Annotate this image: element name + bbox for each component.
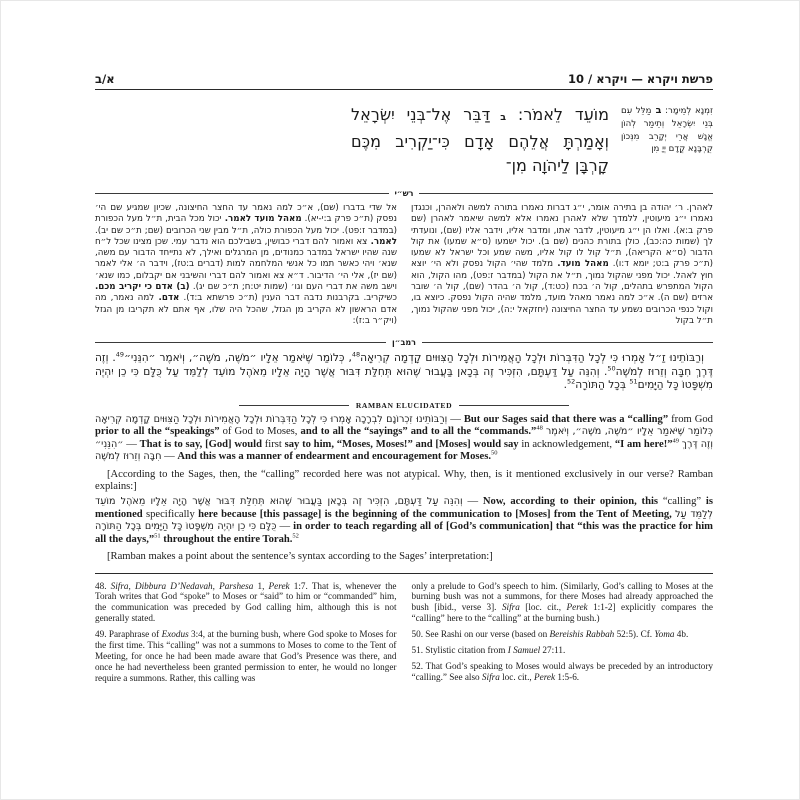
targum-onkelos-text: זִמְנָא לְמֵימָר: ב מַלֵּל עִם בְּנֵי יִשְׂרָאֵל וְתֵימַר לְהוֹן אֱנָשׁ אֲרֵי יְקָרֵב מִנְּכוֹן קֻרְבָּנָא קֳדָם יְיָ מִן xyxy=(621,105,713,155)
rashi-commentary xyxy=(95,203,713,327)
divider-rule xyxy=(459,405,569,406)
page-content xyxy=(95,72,713,689)
chapter-verse-reference: א/ב xyxy=(95,72,115,86)
ramban-divider xyxy=(95,338,713,347)
rashi-divider xyxy=(95,189,713,198)
rashi-label: רש״י xyxy=(394,189,414,198)
torah-verse-text: מוֹעֵד לֵאמֹר: ב דַּבֵּר אֶל־בְּנֵי יִשְׂרָאֵל וְאָמַרְתָּ אֲלֵהֶם אָדָם כִּי־יַקְרִיב מִכֶּם קָרְבָּן לַיהֹוָה מִן־ xyxy=(351,105,609,175)
divider-rule xyxy=(95,342,386,343)
divider-rule xyxy=(422,342,713,343)
footnotes-rule xyxy=(95,573,713,574)
elucidation-bracket-note-1: [According to the Sages, then, the “calling” recorded here was not atypical. Why, then, is it mentioned exclusively in our verse? Ramban explains:] xyxy=(95,468,713,493)
torah-text-section xyxy=(95,103,713,178)
rashi-column-right: לאהרן. ר׳ יהודה בן בתירה אומר, י״ג דברות נאמרו בתורה למשה ולאהרן, וכנגדן נאמרו י״ג מיעוטין, ללמדך שלא לאהרן נאמרו אלא למשה שיאמר לאהרן (שם פרק ב:א). ואלו הן י״ג מיעוטין, לדבר אתו, ומדבר אליו, וידבר אליו (שם), ונועדתי לך (שמות כה:כב), כולן בתורת כהנים (שם ב). יכול ישמעו (ס״א שמעו) את קול הדבור (ס״א הקריאה), ת״ל קול לו קול אליו, משה שמע וכל ישראל לא שמעו (ת״כ פרק ב:ט; יומא ד:ו). מאהל מועד. מלמד שהי׳ הקול נפסק ולא הי׳ יוצא חוץ לאהל. יכול מפני שהקול נמוך, ת״ל את הקול (במדבר ז:פט), מהו הקול, הוא הקול המתפרש בתהלים, קול ה׳ בכח (כט:ד), קול ה׳ בהדר (שם), קול ה׳ שובר ארזים (שם ה). א״כ למה נאמר מאהל מועד, מלמד שהיה הקול נפסק. כיוצא בו, וקול כנפי הכרובים נשמע עד החצר החיצונה (יחזקאל י:ה), יכול מפני שהקול נמוך, ת״ל בקול xyxy=(411,203,713,326)
divider-rule xyxy=(95,193,389,194)
footnotes-right-column xyxy=(412,581,714,689)
footnote-51: 51. Stylistic citation from I Samuel 27:11. xyxy=(411,645,566,656)
ramban-label: רמב״ן xyxy=(392,338,416,348)
divider-rule xyxy=(239,405,349,406)
elucidation-divider xyxy=(239,401,569,410)
rashi-column-left: אל שדי בדברו (שם), א״כ למה נאמר עד החצר החיצונה, שכיון שמגיע שם הי׳ נפסק (ת״כ פרק ב:י-יא). מאהל מועד לאמר. יכול מכל הבית, ת״ל מעל הכפורת (במדבר ז:פט). יכול מעל הכפורת כולה, ת״ל מבין שני הכרובים (שם; ת״כ שם יב). לאמר. צא ואמור להם דברי כבושין, בשבילכם הוא נדבר עמי. שכן מצינו שכל ל״ח שנה שהיו ישראל במדבר כמנודים, מן המרגלים ואילך, לא נתייחד הדבור עם משה, שנא׳ ויהי כאשר תמו כל אנשי המלחמה למות (דברים ב:טז), וידבר ה׳ אלי לאמר (שם יז), אלי הי׳ הדיבור. ד״א צא ואמור להם דברי והשיבני אם יקבלום, כמו שנא׳ וישב משה את דברי העם וגו׳ (שמות יט:ח; ת״כ שם יג). (ב) אדם כי יקריב מכם. כשיקריב. בקרבנות נדבה דבר הענין (ת״כ פרשתא ב:ד). אדם. למה נאמר, מה אדם הראשון לא הקריב מן הגזל, שהכל היה שלו, אף אתם לא תקריבו מן הגזל (ויק״ר ב:ז): xyxy=(95,203,397,326)
elucidation-bracket-note-2: [Ramban makes a point about the sentence’s syntax according to the Sages’ interpretation:] xyxy=(107,551,493,563)
header-rule xyxy=(95,89,713,90)
footnote-48: 48. Sifra, Dibbura D’Nedavah, Parshesa 1, Perek 1:7. That is, whenever the Torah writes that God “spoke” to Moses or “said” to him or “commanded” him, the communication was preceded by God calling him, although this is not generally stated. xyxy=(95,580,397,624)
footnotes-section xyxy=(95,581,713,689)
footnote-49: 49. Paraphrase of Exodus 3:4, at the burning bush, where God spoke to Moses for the first time. This “calling” was not a summons to Moses to come to the Tent of Meeting, for once he had been made aware that God’s Presence was there, and once he had nevertheless been granted permission to enter, he would no longer require a summons. Rather, this calling was xyxy=(95,629,397,683)
page-header xyxy=(95,72,713,86)
elucidation-label: RAMBAN ELUCIDATED xyxy=(355,401,453,411)
divider-rule xyxy=(419,193,713,194)
footnote-52: 52. That God’s speaking to Moses would always be preceded by an introductory “calling.” See also Sifra loc. cit., Perek 1:5-6. xyxy=(411,660,713,682)
elucidation-body xyxy=(95,414,713,563)
ramban-hebrew-paragraph: וְרַבּוֹתֵינוּ זַ״ל אָמְרוּ כִּי לְכָל הַדִּבְּרוֹת וּלְכָל הָאֲמִירוֹת וּלְכָל הַצִּוּוּיִם קָדְמָה קְרִיאָה$^{48}$, כְּלוֹמַר שֶׁיֹּאמַר אֵלָיו ״מֹשֶׁה, מֹשֶׁה״, וְיֹאמֶר ״הִנֵּנִי״$^{49}$. וְזֶה דֶּרֶךְ חִבָּה וְזֵרוּז לְמֹשֶׁה$^{50}$. וְהִנֵּה עַל דַּעְתָּם, הִזְכִּיר זֶה בְּכָאן בַּעֲבוּר שֶׁהוּא תְּחִלַּת דִּבּוּר אֲשֶׁר הָיָה אֵלָיו מֵאֹהֶל מוֹעֵד לְלַמֵּד עַל כֻּלָּם כִּי כֵן יִהְיֶה מִשְׁפָּטוֹ כָּל הַיָּמִים$^{51}$ בְּכָל הַתּוֹרָה$^{52}$. xyxy=(95,350,713,392)
running-title: פרשת ויקרא — ויקרא / 10 xyxy=(568,72,713,86)
elucidation-paragraph-2: וְהִנֵּה עַל דַּעְתָּם, הִזְכִּיר זֶה בְּכָאן בַּעֲבוּר שֶׁהוּא תְּחִלַּת דִּבּוּר אֲשֶׁר הָיָה אֵלָיו מֵאֹהֶל מוֹעֵד — Now, according to their opinion, this “calling” is mentioned specifically here because [this passage] is the beginning of the communication to [Moses] from the Tent of Meeting, לְלַמֵּד עַל כֻּלָּם כִּי כֵן יִהְיֶה מִשְׁפָּטוֹ כָּל הַיָּמִים בְּכָל הַתּוֹרָה — in order to teach regarding all of [God’s communication] that “this was the practice for him all the days,”$^{51}$ throughout the entire Torah.$^{52}$ xyxy=(95,496,713,545)
elucidation-paragraph-1: וְרַבּוֹתֵינוּ זִכְרוֹנָם לִבְרָכָה אָמְרוּ כִּי לְכָל הַדִּבְּרוֹת וּלְכָל הָאֲמִירוֹת וּלְכָל הַצִּוּוּיִם קָדְמָה קְרִיאָה — But our Sages said that there was a “calling” from God prior to all the “speakings” of God to Moses, and to all the “sayings” and to all the “commands.”$^{48}$ כְּלוֹמַר שֶׁיֹּאמַר אֵלָיו ״מֹשֶׁה, מֹשֶׁה״, וְיֹאמֶר ״הִנֵּנִי״ — That is to say, [God] would first say to him, “Moses, Moses!” and [Moses] would say in acknowledgement, “I am here!”$^{49}$ וְזֶה דֶּרֶךְ חִבָּה וְזֵרוּז לְמֹשֶׁה — And this was a manner of endearment and encouragement for Moses.$^{50}$ xyxy=(95,414,713,463)
footnotes-left-column xyxy=(95,581,397,689)
footnote-49-continued: only a prelude to God’s speech to him. (Similarly, God’s calling to Moses at the burning bush was not a summons, for there Moses had already approached the bush [ibid., verse 3]. Sifra [loc. cit., Perek 1:1-2] explicitly compares the “calling” here to the “calling” at the burning bush.) xyxy=(411,580,713,624)
footnote-50: 50. See Rashi on our verse (based on Bereishis Rabbah 52:5). Cf. Yoma 4b. xyxy=(411,629,689,640)
